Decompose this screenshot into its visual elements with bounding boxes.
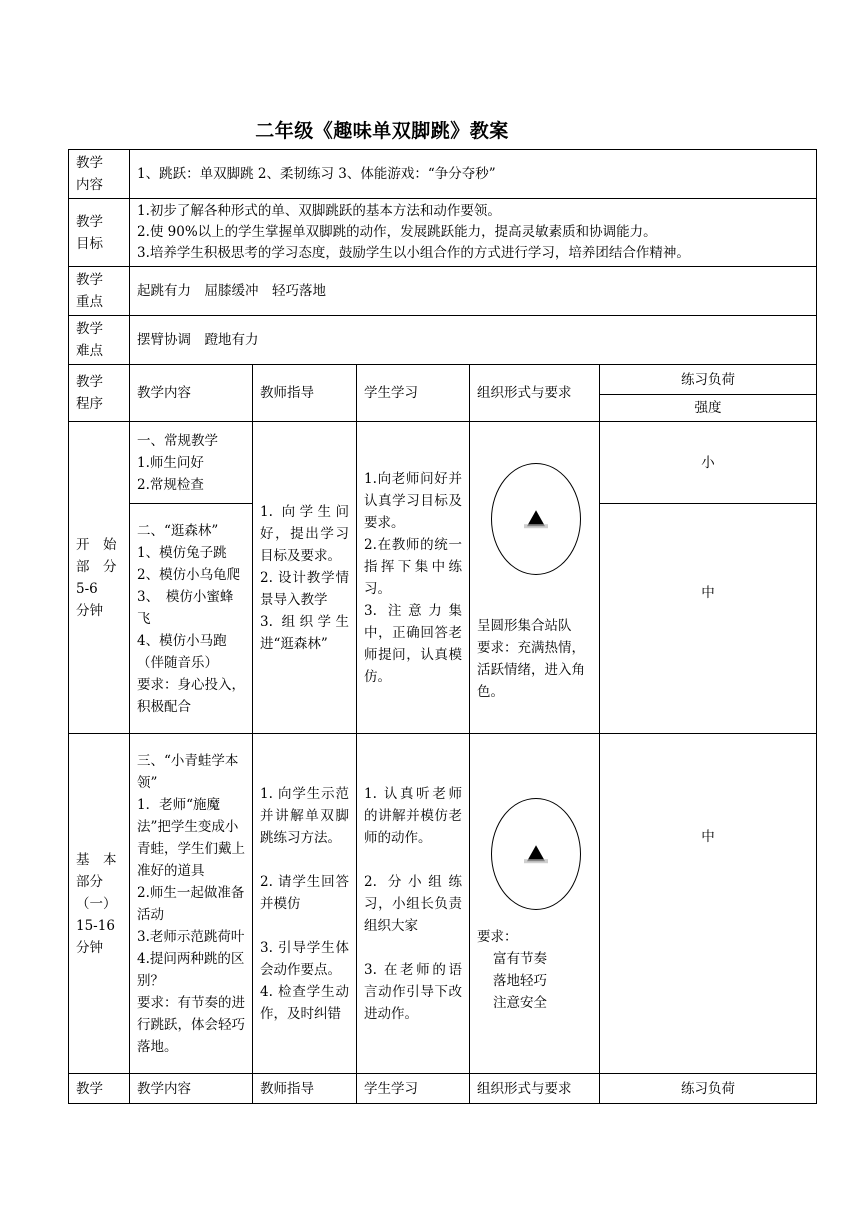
start-content-forest: 二、“逛森林” 1、模仿兔子跳 2、模仿小乌龟爬 3、 模仿小蜜蜂飞 4、模仿小马跑（伴随音乐） 要求：身心投入，积极配合: [130, 504, 253, 734]
header-student: 学生学习: [357, 365, 470, 422]
row-start-a: [69, 422, 817, 504]
label-start-section: 开 始 部 分 5-6 分钟: [69, 422, 130, 734]
row-teaching-goals: [69, 199, 817, 267]
footer-load: 练习负荷: [600, 1074, 817, 1104]
page-title: 二年级《趣味单双脚跳》教案: [255, 120, 509, 142]
header-intensity: 强度: [600, 395, 817, 422]
basic-content: 三、“小青蛙学本领” 1．老师“施魔法”把学生变成小青蛙，学生们戴上准好的道具 2.师生一起做准备活动 3.老师示范跳荷叶 4.提问两种跳的区别？ 要求：有节奏的进行跳跃，体会轻巧落地。: [130, 734, 253, 1074]
teaching-goals-text: [130, 199, 817, 267]
start-intensity-mid: 中: [600, 504, 817, 734]
teaching-content-text: 1、跳跃：单双脚跳 2、柔韧练习 3、体能游戏：“争分夺秒”: [130, 150, 817, 199]
basic-student-learning: 1. 认真听老师的讲解并模仿老师的动作。 2. 分小组练习，小组长负责组织大家 3. 在老师的语言动作引导下改进动作。: [357, 734, 470, 1074]
row-header: [69, 365, 817, 395]
difficulties-text: 摆臂协调 蹬地有力: [130, 316, 817, 365]
header-org: 组织形式与要求: [470, 365, 600, 422]
footer-org: 组织形式与要求: [470, 1074, 600, 1104]
formation-diagram: [477, 794, 592, 912]
goal-item: 3.培养学生积极思考的学习态度，鼓励学生以小组合作的方式进行学习，培养团结合作精神。: [137, 245, 690, 261]
basic-intensity: 中: [600, 734, 817, 1074]
basic-org-form: 要求： 富有节奏 落地轻巧 注意安全: [470, 734, 600, 1074]
circle-formation-icon: [491, 463, 581, 575]
lesson-plan-table: [68, 149, 817, 1104]
row-teaching-content: [69, 150, 817, 199]
key-points-text: 起跳有力 屈膝缓冲 轻巧落地: [130, 267, 817, 316]
label-difficulties: 教学 难点: [69, 316, 130, 365]
row-footer-header: [69, 1074, 817, 1104]
label-basic-section: 基 本 部分 （一） 15-16 分钟: [69, 734, 130, 1074]
start-student-learning: 1.向老师问好并认真学习目标及要求。 2.在教师的统一指挥下集中练习。 3. 注意力集中，正确回答老师提问，认真模仿。: [357, 422, 470, 734]
footer-content: 教学内容: [130, 1074, 253, 1104]
row-difficulties: [69, 316, 817, 365]
start-content-routine: 一、常规教学 1.师生问好 2.常规检查: [130, 422, 253, 504]
goal-item: 1.初步了解各种形式的单、双脚跳跃的基本方法和动作要领。: [137, 203, 501, 219]
teacher-triangle-icon: [527, 845, 545, 861]
label-key-points: 教学 重点: [69, 267, 130, 316]
start-intensity-low: 小: [600, 422, 817, 504]
goal-item: 2.使 90%以上的学生掌握单双脚跳的动作，发展跳跃能力，提高灵敏素质和协调能力。: [137, 224, 657, 240]
header-content: 教学内容: [130, 365, 253, 422]
start-org-form: 呈圆形集合站队 要求：充满热情，活跃情绪，进入角色。: [470, 422, 600, 734]
label-teaching-content: 教学 内容: [69, 150, 130, 199]
basic-teacher-guide: 1. 向学生示范并讲解单双脚跳练习方法。 2. 请学生回答并模仿 3. 引导学生体会动作要点。 4. 检查学生动作，及时纠错: [253, 734, 357, 1074]
formation-diagram: [477, 453, 592, 571]
footer-student: 学生学习: [357, 1074, 470, 1104]
footer-teacher: 教师指导: [253, 1074, 357, 1104]
start-teacher-guide: 1. 向学生问好，提出学习目标及要求。 2. 设计教学情景导入教学 3. 组织学生进“逛森林”: [253, 422, 357, 734]
circle-formation-icon: [491, 798, 581, 910]
header-load: 练习负荷: [600, 365, 817, 395]
teacher-triangle-icon: [527, 510, 545, 526]
label-procedure: 教学 程序: [69, 365, 130, 422]
row-key-points: [69, 267, 817, 316]
row-basic: [69, 734, 817, 1074]
footer-label: 教学: [69, 1074, 130, 1104]
header-teacher: 教师指导: [253, 365, 357, 422]
label-teaching-goals: 教学 目标: [69, 199, 130, 267]
